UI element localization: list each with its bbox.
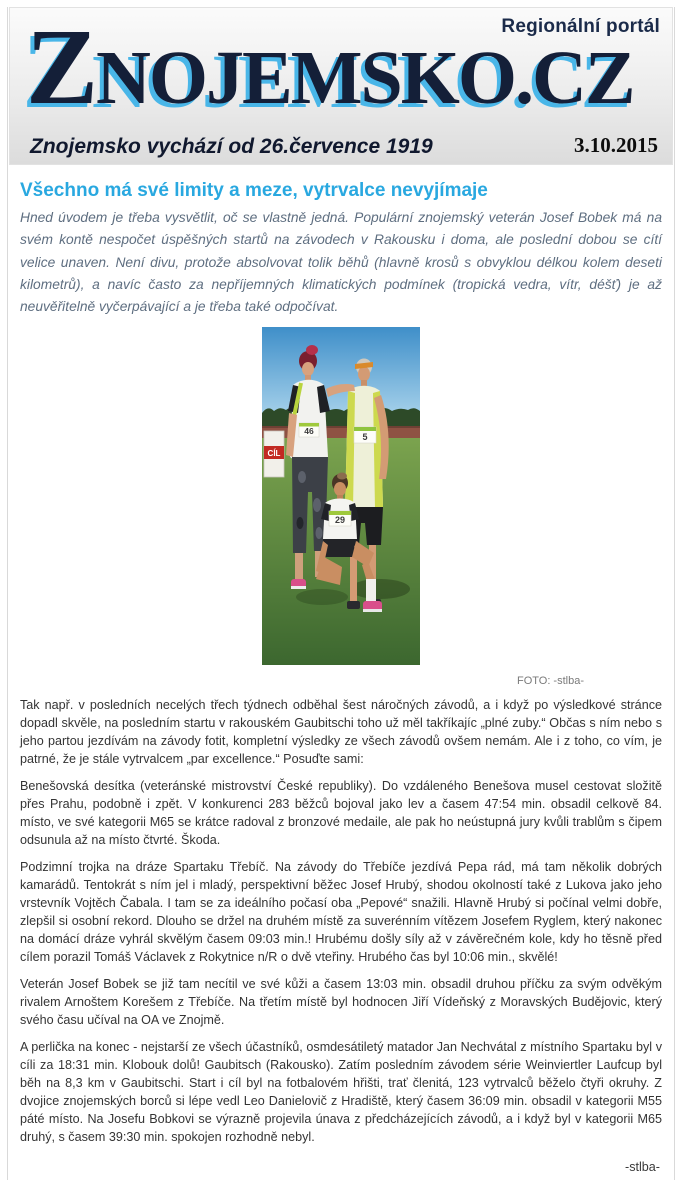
site-logo-initial: Z xyxy=(26,8,97,127)
finish-sign xyxy=(264,431,284,477)
page-frame xyxy=(7,7,675,1180)
article-body xyxy=(20,696,662,1146)
article-paragraph: Benešovská desítka (veteránské mistrovství České republiky). Do vzdáleného Benešova musel cestovat složitě přes Prahu, podobně i zpět. V konkurenci 283 běžců bojoval jako lev a časem 47:54 min. obsadil celkově 84. místo, ve své kategorii M65 se krátce radoval z bronzové medaile, ale pak ho neústupná jury kvůli trablům s čipem odsunula až na místo čtvrté. Škoda. xyxy=(20,778,662,847)
article-paragraph: Podzimní trojka na dráze Spartaku Třebíč. Na závody do Třebíče jezdívá Pepa rád, má tam několik dobrých kamarádů. Tentokrát s ním jel i mladý, perspektivní běžec Josef Hrubý, shodou okolností také z Lukova jako jeho vrstevník Vojtěch Čabala. I tam se za ideálního počasí oba „Pepové“ snažili. Hlavně Hrubý si počínal velmi dobře, zlepšil si osobní rekord. Dlouho se držel na druhém místě za suverénním vítězem Josefem Ryglem, který nakonec na domácí dráze vyhrál skvělým časem 09:03 min.! Hrubému došly síly až v závěrečném kole, kdy ho těsně před cílem porazil Tomáš Václavek z Rokytnice n/R o dvě vteřiny. Hrubého čas byl 10:06 min., skvělé! xyxy=(20,859,662,964)
photo-treeline xyxy=(262,407,420,429)
masthead-tagline: Znojemsko vychází od 26.července 1919 xyxy=(30,135,433,158)
site-logo-rest: NOJEMSKO.CZ xyxy=(96,36,634,120)
masthead xyxy=(9,7,673,165)
article-paragraph: A perlička na konec - nejstarší ze všech účastníků, osmdesátiletý matador Jan Nechvátal z místního Spartaku byl v cíli za 18:31 min. Klobouk dolů! Gaubitsch (Rakousko). Zatím posledním závodem série Weinviertler Laufcup byl běh na 8,3 km v Gaubitschi. Start i cíl byl na fotbalovém hřišti, trať členitá, 123 vytrvalců běželo čtyři okruhy. Z dvojice znojemských borců si lépe vedl Leo Danielovič z Hradiště, který časem 36:09 min. obsadil v kategorii M55 páté místo. Na Josefu Bobkovi se výrazně projevila únava z předcházejících závodů, a i když byl v kategorii M65 druhý, s časem 39:30 min. spokojen rozhodně nebyl. xyxy=(20,1039,662,1144)
author-signature: -stlba- xyxy=(625,1159,660,1174)
bib-number-left-woman: 46 xyxy=(304,425,314,436)
bib-number-man: 5 xyxy=(362,431,368,442)
article-lead: Hned úvodem je třeba vysvětlit, oč se vlastně jedná. Populární znojemský veterán Josef Bobek má na svém kontě nespočet úspěšných startů na závodech v Rakousku i doma, ale poslední dobou se cítí velice unaven. Není divu, protože absolvovat tolik běhů (hlavně krosů s obvyklou délkou kolem deseti kilometrů), a navíc často za nepříjemných klimatických podmínek (tropická vedra, vítr, déšť) je až neuvěřitelně vyčerpávající a je třeba také odpočívat. xyxy=(20,210,662,315)
portal-label: Regionální portál xyxy=(501,16,660,37)
photo-caption: FOTO: -stlba- xyxy=(516,674,584,687)
photo-wrap xyxy=(20,327,662,665)
article xyxy=(8,180,674,1174)
article-title[interactable]: Všechno má své limity a meze, vytrvalce nevyjímaje xyxy=(20,180,488,201)
site-logo[interactable] xyxy=(26,8,634,127)
article-paragraph: Veterán Josef Bobek se již tam necítil ve své kůži a časem 13:03 min. obsadil druhou příčku za svým odvěkým rivalem Arnoštem Korešem z Třebíče. Na třetím místě byl hodnocen Jiří Vídeňský z Moravských Budějovic, který svého času učíval na OA ve Znojmě. xyxy=(20,976,662,1027)
runners-photo xyxy=(262,327,420,665)
bib-number-front-woman: 29 xyxy=(334,514,346,525)
finish-sign-label: CÍL xyxy=(267,448,281,458)
article-paragraph: Tak např. v posledních necelých třech týdnech odběhal šest náročných závodů, a i když po výsledkové stránce dopadl skvěle, na posledním startu v rakouském Gaubitschi toho už měl takříkajíc „plné zuby.“ Občas s ním nebo s jeho partou jezdívám na závody fotit, kompletní výsledky ze všech závodů ovšem nemám. Ale i z toho, co vím, je patrné, že je stále vytrvalcem „par excellence.“ Posuďte sami: xyxy=(20,697,662,766)
photo-track xyxy=(262,427,420,438)
issue-date: 3.10.2015 xyxy=(574,133,658,157)
